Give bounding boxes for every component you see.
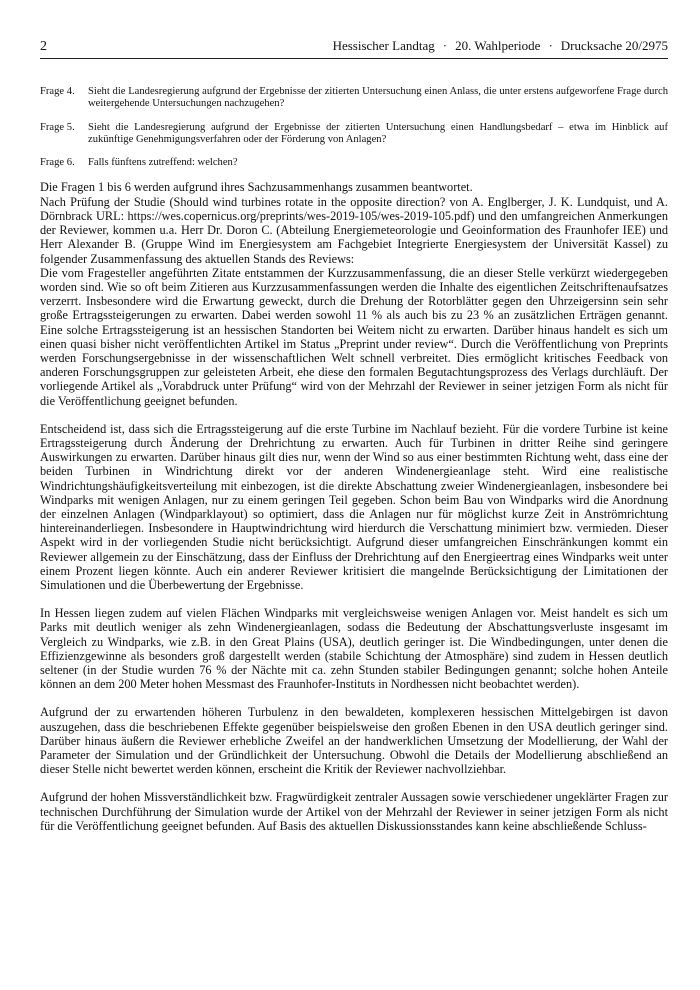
document-page: [40, 38, 668, 847]
answer-paragraph: Nach Prüfung der Studie (Should wind turbines rotate in the opposite direction? von A. Englberger, J. K. Lundquist, und A. Dörnbrack URL: https://wes.copernicus.org/preprints/wes-2019-105/wes-2019-105.pdf) und den umfangreichen Anmerkungen der Reviewer, kommen u.a. Herr Dr. Doron C. (Abteilung Energiemeteorologie und Geoinformation des Fraunhofer IEE) und Herr Alexander B. (Gruppe Wind im Energiesystem am Fachgebiet Integrierte Energiesystem der Universität Kassel) zu folgender Zusammenfassung des aktuellen Stands des Reviews:: [40, 194, 668, 266]
document-number: Drucksache 20/2975: [560, 38, 668, 53]
header-separator: ·: [548, 38, 553, 53]
legislative-period: 20. Wahlperiode: [455, 38, 541, 53]
header-info: [333, 38, 668, 54]
answer-paragraph: Aufgrund der zu erwartenden höheren Turbulenz in den bewaldeten, komplexeren hessischen Mittelgebirgen ist davon auszugehen, dass die beschriebenen Effekte gegenüber beispielsweise den großen Ebenen in den USA deutlich geringer sind. Darüber hinaus äußern die Reviewer erhebliche Zweifel an der handwerklichen Umsetzung der Modellierung, der Wahl der Parameter der Simulation und der Gründlichkeit der Untersuchung. Obwohl die Details der Modellierung abschließend an dieser Stelle nicht bewertet werden können, erscheint die Kritik der Reviewer nachvollziehbar.: [40, 705, 668, 777]
answer-paragraph: Entscheidend ist, dass sich die Ertragssteigerung auf die erste Turbine im Nachlauf bezieht. Für die vordere Turbine ist keine Ertragssteigerung durch Änderung der Drehrichtung zu erwarten. Auch für Turbinen in dritter Reihe sind geringere Auswirkungen zu erwarten. Darüber hinaus gilt dies nur, wenn der Wind so aus einer bestimmten Richtung weht, dass eine der beiden Turbinen in Windrichtung direkt vor der anderen Windenergieanlage steht. Wird eine realistische Windrichtungshäufigkeitsverteilung mit einbezogen, ist die direkte Abschattung zweier Windenergieanlagen, insbesondere bei Windparks mit wenigen Anlagen, nur zu einem geringen Teil gegeben. Schon beim Bau von Windparks wird die Anordnung der einzelnen Anlagen (Windparklayout) so optimiert, dass die Anlagen nur für möglichst kurze Zeit in Anströmrichtung hintereinanderliegen. Insbesondere in Hauptwindrichtung wird hierdurch die Verschattung minimiert bzw. vermieden. Dieser Aspekt wird in der vorliegenden Studie nicht berücksichtigt. Aufgrund dieser umfangreichen Einschränkungen kommt ein Reviewer allgemein zu der Einschätzung, dass der Einfluss der Drehrichtung auf den Energieertrag eines Windparks weit unter einem Prozent liegen könnte. Auch ein anderer Reviewer kritisiert die mangelnde Berücksichtigung der Limitationen der Simulationen und die Überbewertung der Ergebnisse.: [40, 421, 668, 592]
questions-list: [40, 86, 668, 169]
question-text: Sieht die Landesregierung aufgrund der Ergebnisse der zitierten Untersuchung einen Handlungsbedarf – etwa im Hinblick auf zukünftige Genehmigungsverfahren oder der Förderung von Anlagen?: [88, 121, 668, 145]
answer-paragraph: Die vom Fragesteller angeführten Zitate entstammen der Kurzzusammenfassung, die an dieser Stelle verkürzt wiedergegeben worden sind. Wie so oft beim Zitieren aus Kurzzusammenfassungen werden die Inhalte des eigentlichen Zeitschriftenaufsatzes verzerrt. Insbesondere wird die Erwartung geweckt, durch die Drehung der Rotorblätter gegen den Uhrzeigersinn sein sehr große Ertragssteigerungen zu erwarten. Dabei werden sowohl 11 % als auch bis zu 23 % an zusätzlichen Erträgen genannt. Eine solche Ertragssteigerung ist an hessischen Standorten bei Weitem nicht zu erwarten. Darüber hinaus handelt es sich um einen quasi bisher nicht veröffentlichten Artikel im Status „Preprint under review“. Durch die Veröffentlichung von Preprints werden Forschungsergebnisse in der wissenschaftlichen Welt schnell verbreitet. Dies ermöglicht kritisches Feedback von anderen Forschungsgruppen zur geleisteten Arbeit, ehe diese den formalen Begutachtungsprozess des Verlags durchläuft. Der vorliegende Artikel als „Vorabdruck unter Prüfung“ wird von der Mehrzahl der Reviewer in seiner jetzigen Form als nicht für die Veröffentlichung geeignet befunden.: [40, 265, 668, 408]
question-text: Sieht die Landesregierung aufgrund der Ergebnisse der zitierten Untersuchung einen Anlass, die unter erstens aufgeworfene Frage durch weitergehende Untersuchungen nachzugehen?: [88, 86, 668, 110]
page-number: 2: [40, 39, 47, 54]
question-label: Frage 4.: [40, 86, 75, 97]
answer-paragraph: In Hessen liegen zudem auf vielen Flächen Windparks mit vergleichsweise wenigen Anlagen vor. Meist handelt es sich um Parks mit deutlich weniger als zehn Windenergieanlagen, sodass die Bedeutung der Abschattungsverluste insgesamt im Vergleich zu Windparks, wie z.B. in den Great Plains (USA), deutlich geringer ist. Die Windbedingungen, unter denen die Effizienzgewinne als besonders groß dargestellt werden (stabile Schichtung der Atmosphäre) sind zudem in Hessen deutlich seltener (in der Studie wurden 76 % der Nächte mit ca. zehn Stunden stabiler Bedingungen genannt; solche hohen Anteile können an dem 200 Meter hohen Messmast des Fraunhofer-Instituts in Nordhessen nicht beobachtet werden).: [40, 606, 668, 692]
answer-body: [40, 180, 668, 833]
answer-intro: Die Fragen 1 bis 6 werden aufgrund ihres Sachzusammenhangs zusammen beantwortet.: [40, 180, 473, 195]
answer-paragraph: Aufgrund der hohen Missverständlichkeit bzw. Fragwürdigkeit zentraler Aussagen sowie verschiedener ungeklärter Fragen zur technischen Durchführung der Simulation wurde der Artikel von der Mehrzahl der Reviewer in seiner jetzigen Form als nicht für die Veröffentlichung geeignet befunden. Auf Basis des aktuellen Diskussionsstandes kann keine abschließende Schluss-: [40, 790, 668, 833]
question-item: [40, 86, 668, 111]
page-header: [40, 38, 668, 59]
question-label: Frage 5.: [40, 121, 75, 133]
question-text: Falls fünftens zutreffend: welchen?: [88, 157, 238, 169]
question-item: [40, 122, 668, 147]
parliament-name: Hessischer Landtag: [332, 38, 435, 53]
question-label: Frage 6.: [40, 157, 75, 169]
header-separator: ·: [442, 38, 448, 53]
question-item: [40, 157, 668, 169]
